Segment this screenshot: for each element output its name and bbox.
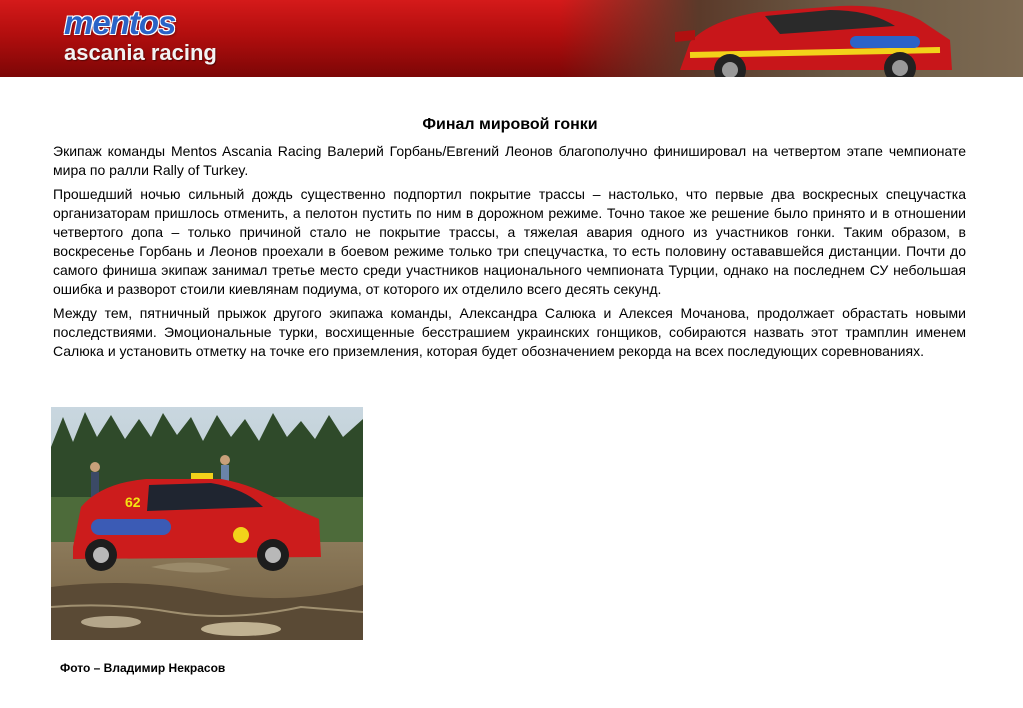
article-paragraph-3: Между тем, пятничный прыжок другого экипажа команды, Александра Салюка и Алексея Мочанова, продолжает обрастать новыми последствиями. Эмоциональные турки, восхищенные бесстрашием украинских гонщиков, собираются назвать этот трамплин именем Салюка и установить отметку на точке его приземления, которая будет обозначением рекорда на всех последующих соревнованиях.: [53, 305, 966, 359]
article-paragraph-1: Экипаж команды Mentos Ascania Racing Валерий Горбань/Евгений Леонов благополучно финишировал на четвертом этапе чемпионате мира по ралли Rally of Turkey.: [53, 143, 966, 178]
article-paragraph-2: Прошедший ночью сильный дождь существенно подпортил покрытие трассы – настолько, что первые два воскресных спецучастка организаторам пришлось отменить, а пелотон пустить по ним в дорожном режиме. Точно такое же решение было принято и в отношении четвертого допа – только причиной стало не покрытие трассы, а тяжелая авария одного из участников гонки. Таким образом, в воскресенье Горбань и Леонов проехали в боевом режиме только три спецучастка, то есть половину остававшейся дистанции. Почти до самого финиша экипаж занимал третье место среди участников национального чемпионата Турции, однако на последнем СУ небольшая ошибка и разворот стоили киевлянам подиума, от которого их отделило всего десять секунд.: [53, 186, 966, 297]
team-logo: ascania racing: [64, 40, 217, 65]
banner-car-image: [670, 0, 960, 77]
article-title: Финал мировой гонки: [422, 116, 598, 133]
rally-car-photo: [51, 407, 363, 640]
car-number: 62: [125, 494, 141, 510]
photo-caption: Фото – Владимир Некрасов: [60, 661, 226, 675]
brand-logo: mentos: [64, 4, 176, 41]
article-body: [53, 142, 966, 366]
header-banner: [0, 0, 1023, 77]
